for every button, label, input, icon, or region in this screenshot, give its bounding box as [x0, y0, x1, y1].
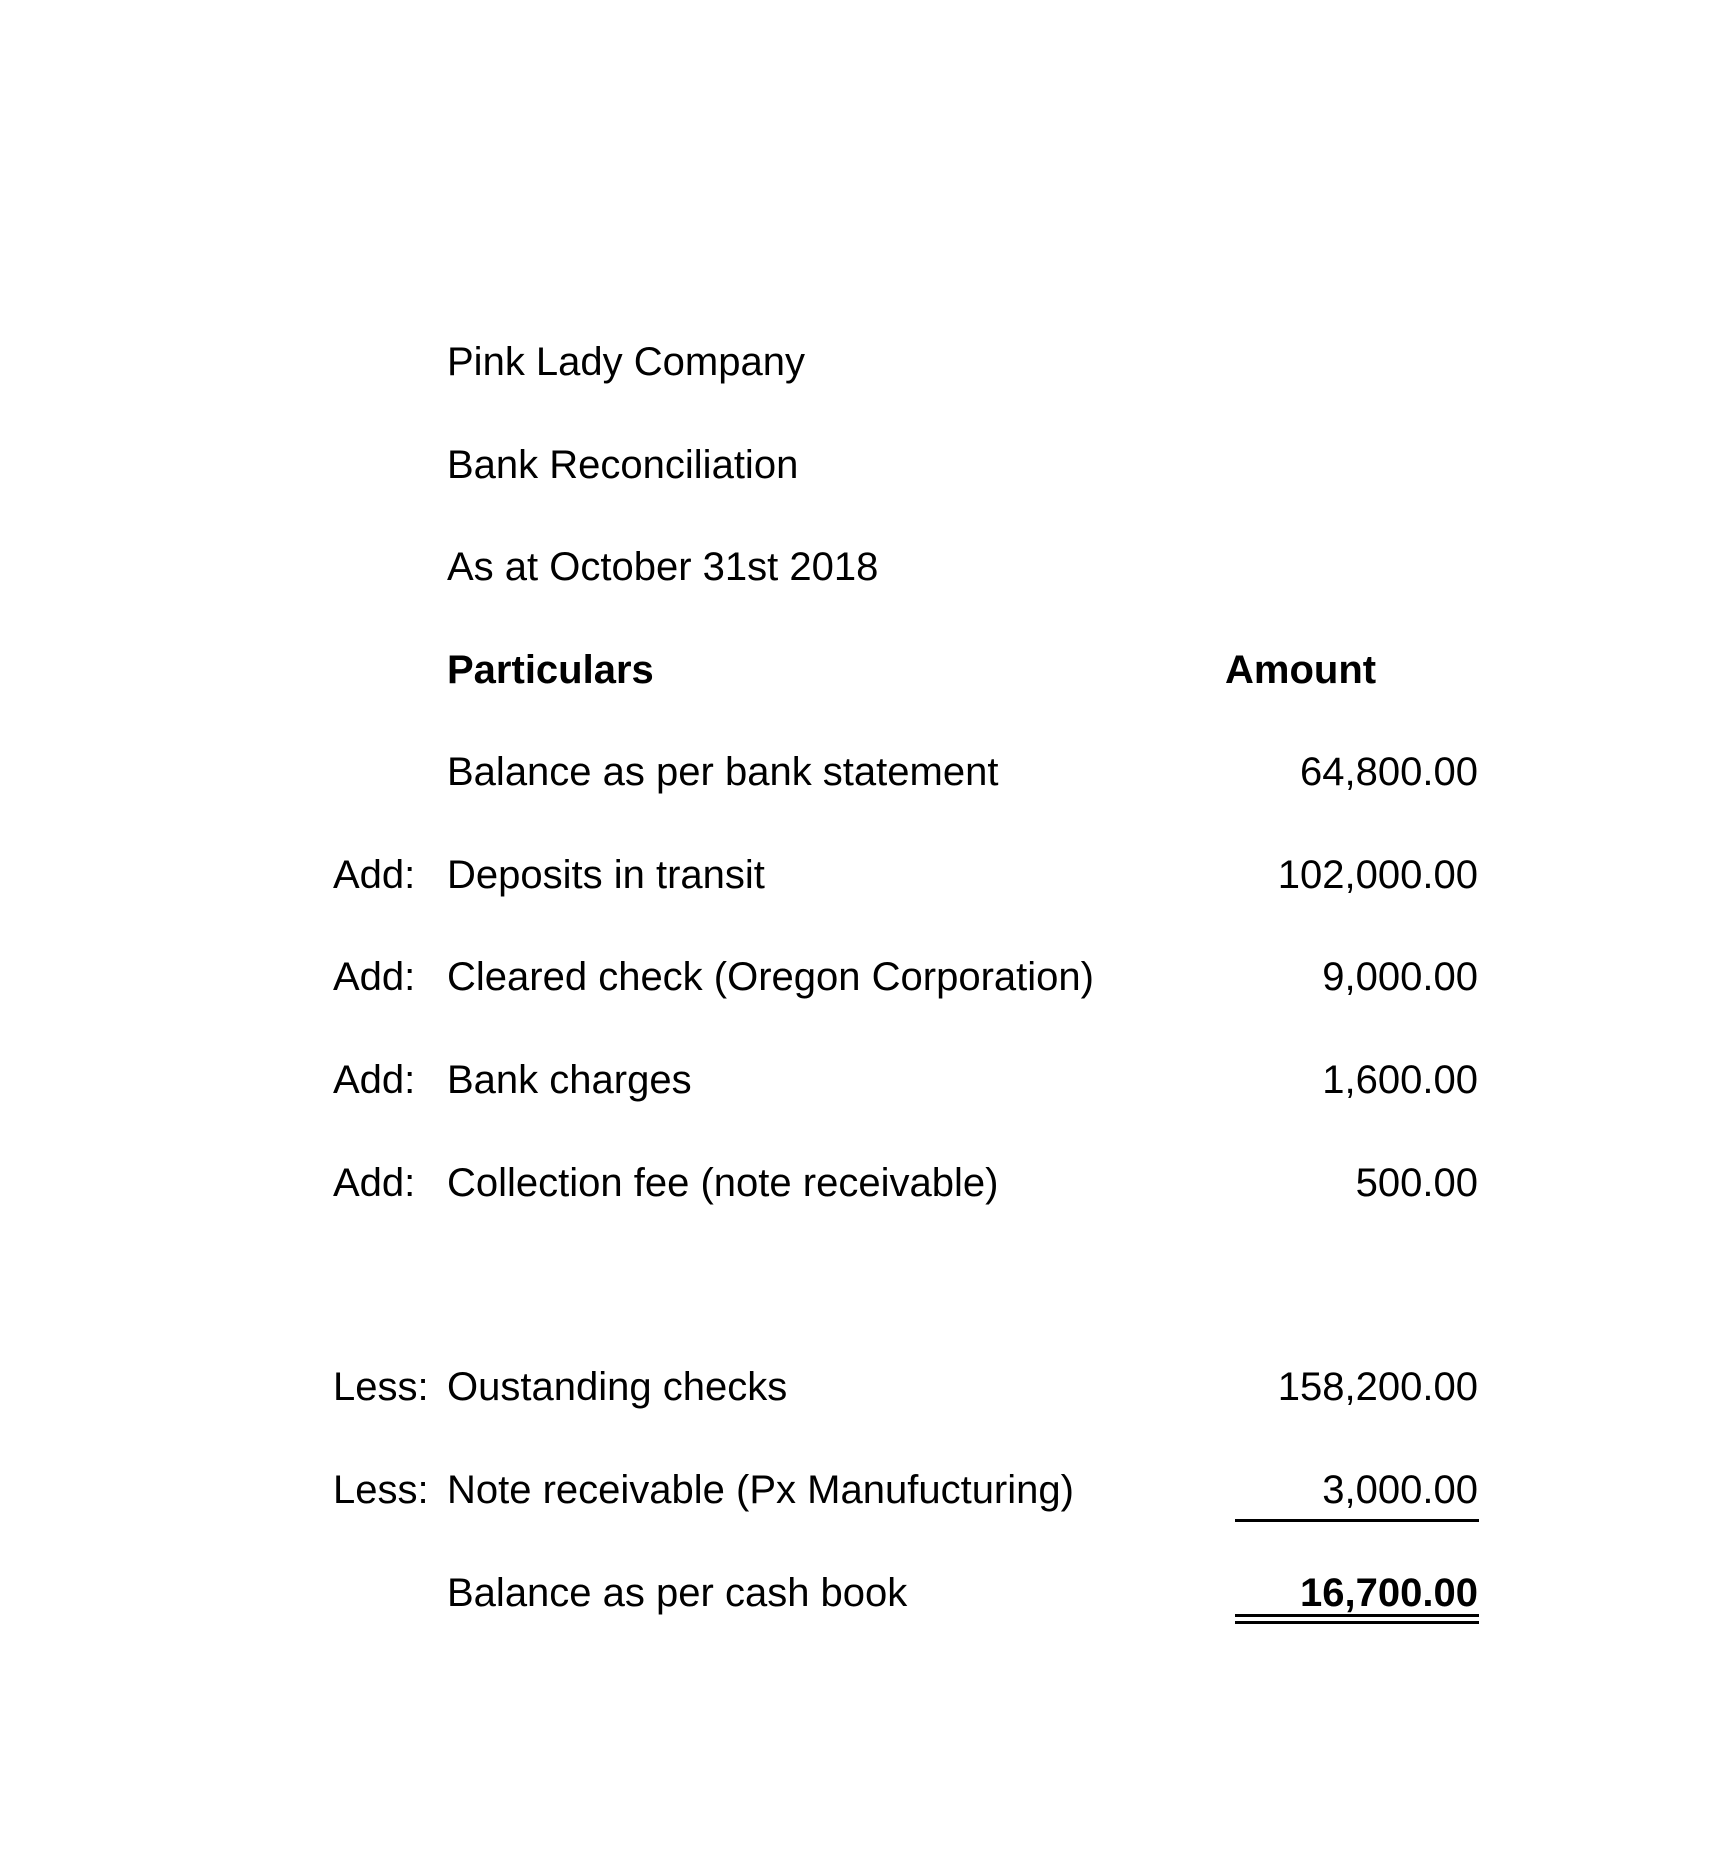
row-label: Collection fee (note receivable) [447, 1161, 999, 1205]
column-header-amount: Amount [1225, 648, 1377, 692]
row-amount: 102,000.00 [1277, 853, 1478, 897]
total-double-underline [1235, 1614, 1479, 1624]
row-prefix: Add: [333, 853, 416, 897]
total-amount: 16,700.00 [1300, 1571, 1478, 1615]
row-prefix: Less: [333, 1468, 429, 1512]
company-name: Pink Lady Company [447, 340, 805, 384]
row-label: Note receivable (Px Manufucturing) [447, 1468, 1074, 1512]
total-label: Balance as per cash book [447, 1571, 908, 1615]
row-amount: 64,800.00 [1300, 750, 1478, 794]
row-amount: 3,000.00 [1322, 1468, 1478, 1512]
row-label: Bank charges [447, 1058, 692, 1102]
row-label: Oustanding checks [447, 1365, 788, 1409]
row-amount: 9,000.00 [1322, 955, 1478, 999]
row-amount: 158,200.00 [1277, 1365, 1478, 1409]
row-label: Balance as per bank statement [447, 750, 999, 794]
report-date: As at October 31st 2018 [447, 545, 879, 589]
row-prefix: Add: [333, 955, 416, 999]
column-header-particulars: Particulars [447, 648, 654, 692]
row-label: Deposits in transit [447, 853, 765, 897]
row-label: Cleared check (Oregon Corporation) [447, 955, 1094, 999]
row-prefix: Add: [333, 1058, 416, 1102]
row-prefix: Less: [333, 1365, 429, 1409]
report-title: Bank Reconciliation [447, 443, 799, 487]
row-amount: 1,600.00 [1322, 1058, 1478, 1102]
row-prefix: Add: [333, 1161, 416, 1205]
row-amount: 500.00 [1355, 1161, 1478, 1205]
subtotal-underline [1235, 1519, 1479, 1522]
